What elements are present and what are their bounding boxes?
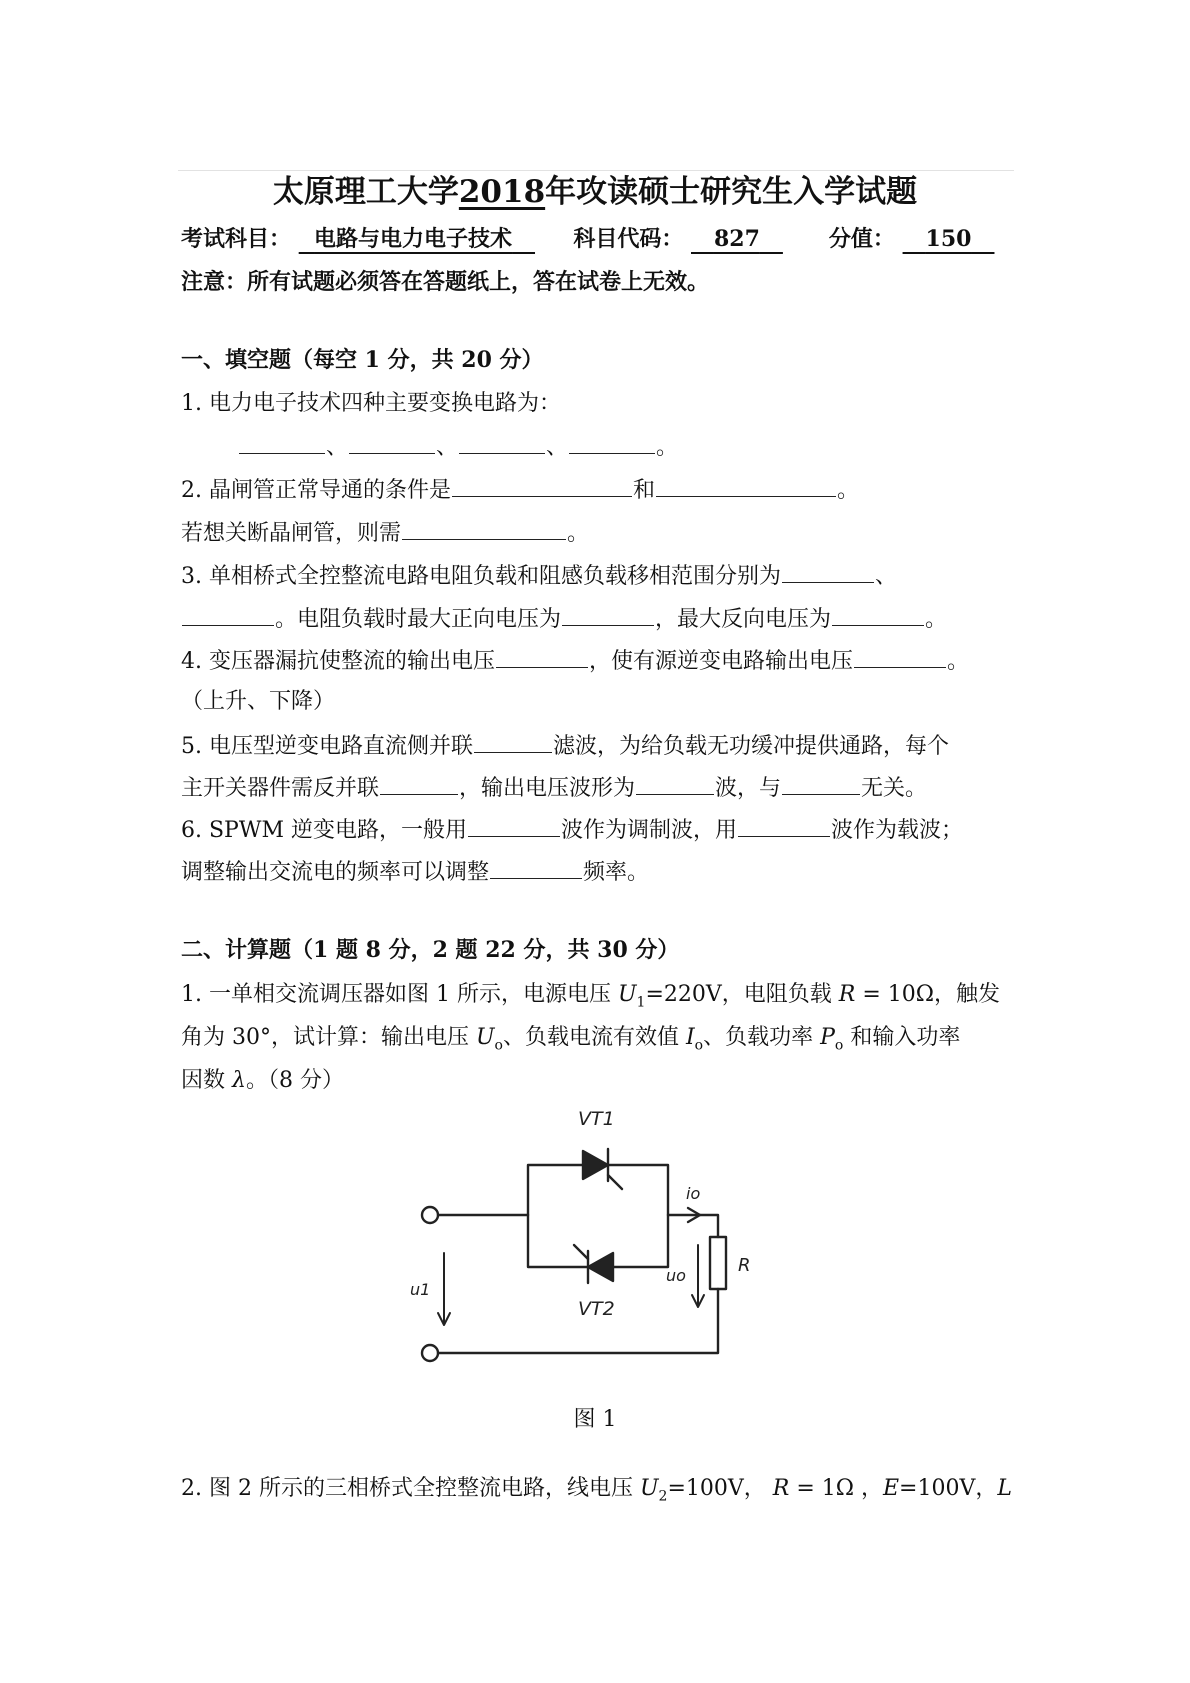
- p1-text-d: 角为 30°，试计算：输出电压: [181, 1025, 476, 1050]
- input-terminal-bottom: [422, 1345, 438, 1361]
- p1-var-u: U: [617, 982, 637, 1007]
- answer-blank: [562, 603, 654, 626]
- answer-blank: [782, 560, 874, 583]
- p1-text-i: 。（8 分）: [245, 1068, 344, 1093]
- q6-text-d: 调整输出交流电的频率可以调整: [181, 860, 490, 885]
- thyristor-vt2: [574, 1245, 613, 1283]
- q5-text-a: 5. 电压型逆变电路直流侧并联: [181, 734, 473, 759]
- label-io: io: [686, 1184, 701, 1203]
- answer-blank: [782, 772, 860, 795]
- answer-blank: [490, 856, 582, 879]
- q3-text-c: ，最大反向电压为: [655, 607, 832, 632]
- q1-blanks: 、 、 、 。: [238, 431, 678, 463]
- q6-text-b: 波作为调制波，用: [561, 818, 738, 843]
- p2-var-u: U: [639, 1476, 659, 1501]
- p2-text-c: = 1Ω ，: [789, 1476, 883, 1501]
- answer-blank: [452, 474, 632, 497]
- answer-blank: [569, 431, 655, 454]
- notice: 注意：所有试题必须答在答题纸上，答在试卷上无效。: [181, 269, 710, 295]
- q6-line2: [181, 856, 649, 888]
- p1-text-h: 因数: [181, 1068, 232, 1093]
- p1-var-po-sub: o: [834, 1037, 844, 1054]
- subject-value: [299, 226, 535, 252]
- figure1-circuit-diagram: [408, 1095, 808, 1395]
- label-vt1: VT1: [578, 1108, 615, 1130]
- q2-text-b: 和: [632, 478, 655, 503]
- p1-var-po: P: [820, 1025, 835, 1050]
- answer-blank: [832, 603, 924, 626]
- q4-line2: （上升、下降）: [181, 689, 336, 714]
- answer-blank: [349, 431, 435, 454]
- q5-text-d: ，输出电压波形为: [459, 776, 636, 801]
- answer-blank: [402, 517, 566, 540]
- p2-var-u-sub: 2: [658, 1488, 668, 1505]
- problem1-line2: [181, 1023, 960, 1060]
- p1-text-e: 、负载电流有效值: [502, 1025, 686, 1050]
- p2-var-r: R: [772, 1476, 790, 1501]
- answer-blank: [468, 814, 560, 837]
- answer-blank: [380, 772, 458, 795]
- subject-label: 考试科目：: [181, 226, 292, 252]
- load-resistor: [710, 1237, 726, 1289]
- p1-text-c: = 10Ω，触发: [855, 982, 1000, 1007]
- q2-text-a: 2. 晶闸管正常导通的条件是: [181, 478, 451, 503]
- q6-text-a: 6. SPWM 逆变电路，一般用: [181, 818, 467, 843]
- q6-text-c: 波作为载波；: [831, 818, 964, 843]
- p1-text-a: 1. 一单相交流调压器如图 1 所示，电源电压: [181, 982, 618, 1007]
- upper-branch: [528, 1165, 668, 1215]
- q5-text-f: 无关。: [861, 776, 928, 801]
- thyristor-vt1: [583, 1149, 622, 1189]
- exam-info-line: [181, 224, 994, 254]
- input-terminal-top: [422, 1207, 438, 1223]
- label-vt2: VT2: [578, 1298, 615, 1320]
- p1-var-io-sub: o: [694, 1037, 704, 1054]
- p1-var-io: I: [685, 1025, 695, 1050]
- score-value-text: 150: [925, 226, 972, 252]
- answer-blank: [738, 814, 830, 837]
- q4-text-a: 4. 变压器漏抗使整流的输出电压: [181, 649, 495, 674]
- code-value: [691, 226, 783, 252]
- q6-line1: [181, 814, 963, 846]
- p1-text-b: =220V，电阻负载: [645, 982, 839, 1007]
- answer-blank: [239, 431, 325, 454]
- subject-value-text: 电路与电力电子技术: [314, 226, 513, 252]
- p1-text-f: 、负载功率: [703, 1025, 821, 1050]
- answer-blank: [656, 474, 836, 497]
- label-u1: u1: [410, 1280, 431, 1299]
- score-label: 分值：: [828, 226, 895, 252]
- q6-text-e: 频率。: [583, 860, 650, 885]
- answer-blank: [459, 431, 545, 454]
- answer-blank: [636, 772, 714, 795]
- q4-line1: 4. 变压器漏抗使整流的输出电压 ，使有源逆变电路输出电压 。: [181, 645, 969, 677]
- q4-text-b: ，使有源逆变电路输出电压: [588, 649, 853, 674]
- section1-heading: 一、填空题（每空 1 分，共 20 分）: [181, 347, 544, 373]
- answer-blank: [182, 603, 274, 626]
- q2-text-c: 若想关断晶闸管，则需: [181, 521, 402, 546]
- p2-var-e: E: [882, 1476, 900, 1501]
- q5-text-b: 滤波，为给负载无功缓冲提供通路，每个: [552, 734, 949, 759]
- problem1-line1: [181, 980, 1000, 1017]
- code-label: 科目代码：: [573, 226, 684, 252]
- q5-line2: [181, 772, 927, 804]
- q5-text-e: 波，与: [715, 776, 782, 801]
- lower-branch: [528, 1215, 668, 1267]
- answer-blank: [854, 645, 946, 668]
- p2-text-d: =100V，: [899, 1476, 998, 1501]
- section2-heading: 二、计算题（1 题 8 分，2 题 22 分，共 30 分）: [181, 937, 680, 963]
- q1-text: 1. 电力电子技术四种主要变换电路为：: [181, 391, 561, 416]
- p2-text-b: =100V，: [667, 1476, 773, 1501]
- problem2-line1: [181, 1474, 1012, 1511]
- p2-var-l: L: [997, 1476, 1012, 1501]
- p2-text-a: 2. 图 2 所示的三相桥式全控整流电路，线电压: [181, 1476, 640, 1501]
- p1-var-uo-sub: o: [494, 1037, 503, 1054]
- problem1-line3: [181, 1066, 344, 1096]
- figure1-caption: 图 1: [573, 1407, 617, 1432]
- q3-line1: 3. 单相桥式全控整流电路电阻负载和阻感负载移相范围分别为 、: [181, 560, 897, 592]
- header-rule: [178, 170, 1014, 171]
- q3-line2: 。电阻负载时最大正向电压为 ，最大反向电压为 。: [181, 603, 947, 635]
- answer-blank: [474, 730, 552, 753]
- title-prefix: 太原理工大学: [272, 174, 459, 210]
- label-r: R: [738, 1255, 751, 1276]
- q5-line1: [181, 730, 949, 762]
- p1-var-r: R: [838, 982, 856, 1007]
- title-year: 2018: [458, 174, 546, 210]
- page-title: [0, 172, 1190, 212]
- answer-blank: [496, 645, 588, 668]
- label-uo: uo: [666, 1266, 686, 1285]
- p1-text-g: 和输入功率: [843, 1025, 961, 1050]
- q3-text-b: 。电阻负载时最大正向电压为: [275, 607, 562, 632]
- score-value: [903, 226, 995, 252]
- q2-line2: 若想关断晶闸管，则需 。: [181, 517, 589, 549]
- p1-var-uo: U: [475, 1025, 495, 1050]
- p1-var-lambda: λ: [232, 1068, 246, 1093]
- q2-line1: 2. 晶闸管正常导通的条件是 和 。: [181, 474, 859, 506]
- q5-text-c: 主开关器件需反并联: [181, 776, 380, 801]
- p1-var-u-sub: 1: [636, 994, 646, 1011]
- title-suffix: 年攻读硕士研究生入学试题: [545, 174, 918, 210]
- code-value-text: 827: [713, 226, 760, 252]
- q3-text-a: 3. 单相桥式全控整流电路电阻负载和阻感负载移相范围分别为: [181, 564, 781, 589]
